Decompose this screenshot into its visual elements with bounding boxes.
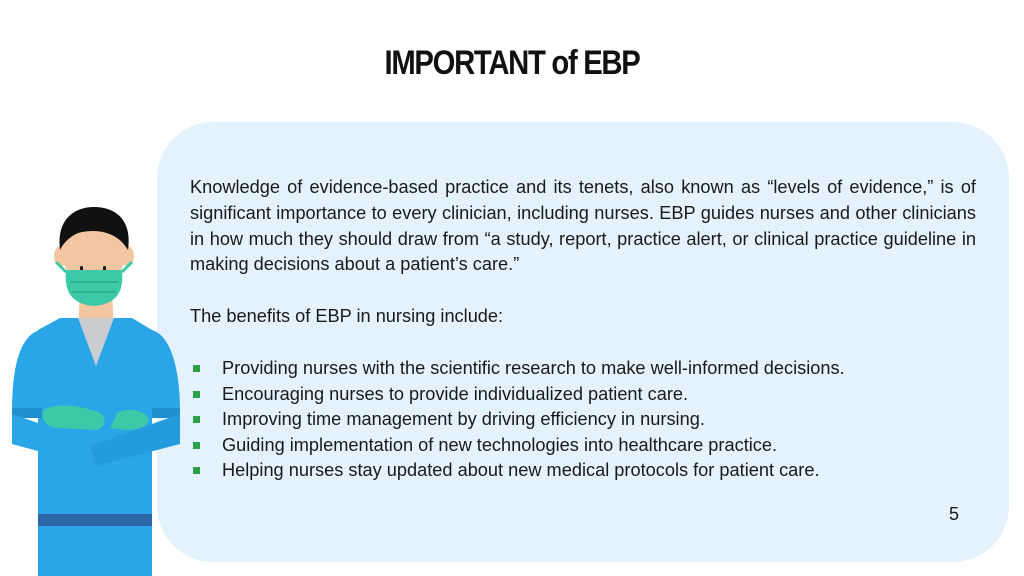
list-item [190, 458, 976, 484]
list-item-text: Encouraging nurses to provide individualized patient care. [222, 383, 689, 404]
square-bullet-icon [193, 391, 200, 398]
page-number: 5 [948, 504, 959, 524]
square-bullet-icon [193, 416, 200, 423]
list-item-text: Providing nurses with the scientific research to make well-informed decisions. [222, 357, 845, 378]
square-bullet-icon [193, 442, 200, 449]
intro-paragraph: Knowledge of evidence-based practice and its tenets, also known as “levels of evidence,” is of significant importance to every clinician, including nurses. EBP guides nurses and other clinicians in how much they should draw from “a study, report, practice alert, or clinical practice guideline in making decisions about a patient’s care.” [190, 177, 976, 275]
list-item [190, 407, 976, 433]
list-item-text: Guiding implementation of new technologies into healthcare practice. [222, 434, 778, 455]
benefits-list [190, 356, 976, 484]
list-item [190, 433, 976, 459]
list-item [190, 382, 976, 408]
square-bullet-icon [193, 467, 200, 474]
square-bullet-icon [193, 365, 200, 372]
list-item-text: Improving time management by driving efficiency in nursing. [222, 409, 705, 430]
content-text [190, 175, 976, 484]
list-item-text: Helping nurses stay updated about new medical protocols for patient care. [222, 460, 820, 481]
benefits-heading: The benefits of EBP in nursing include: [190, 306, 504, 327]
list-item [190, 356, 976, 382]
nurse-illustration-icon [0, 200, 190, 576]
slide-title: IMPORTANT of EBP [384, 44, 640, 82]
